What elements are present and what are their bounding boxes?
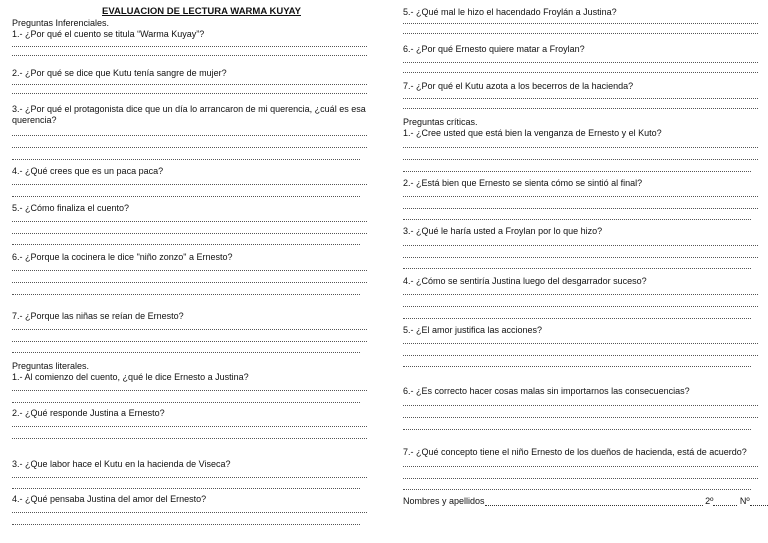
answer-line[interactable] [403,355,758,356]
answer-line[interactable] [403,318,751,319]
literal-q3: 3.- ¿Que labor hace el Kutu en la hacienda de Viseca? [12,459,231,469]
answer-line[interactable] [403,159,758,160]
heading-inferential: Preguntas Inferenciales. [12,18,110,28]
answer-line[interactable] [12,244,360,245]
answer-line[interactable] [12,184,367,185]
inferential-q5-cont: 5.- ¿Qué mal le hizo el hacendado Froylán a Justina? [403,7,617,17]
answer-line[interactable] [403,489,751,490]
answer-line[interactable] [12,147,367,148]
answer-line[interactable] [12,294,360,295]
critical-q7: 7.- ¿Qué concepto tiene el niño Ernesto de los dueños de hacienda, está de acuerdo? [403,447,747,457]
answer-line[interactable] [12,135,367,136]
inferential-q7-cont: 7.- ¿Por qué el Kutu azota a los becerros de la hacienda? [403,81,634,91]
name-label: Nombres y apellidos [403,496,485,506]
heading-critical: Preguntas críticas. [403,117,478,127]
inferential-q4: 4.- ¿Qué crees que es un paca paca? [12,166,164,176]
answer-line[interactable] [403,405,758,406]
answer-line[interactable] [12,84,367,85]
answer-line[interactable] [12,390,367,391]
answer-line[interactable] [12,221,367,222]
inferential-q6: 6.- ¿Porque la cocinera le dice "niño zonzo" a Ernesto? [12,252,233,262]
answer-line[interactable] [12,55,367,56]
answer-line[interactable] [403,108,758,109]
answer-line[interactable] [403,171,751,172]
student-info-row [403,496,768,506]
answer-line[interactable] [12,477,367,478]
critical-q6: 6.- ¿Es correcto hacer cosas malas sin importarnos las consecuencias? [403,386,690,396]
critical-q4: 4.- ¿Cómo se sentiría Justina luego del desgarrador suceso? [403,276,647,286]
grade-label: 2º [705,496,714,506]
grade-field[interactable] [713,497,737,506]
answer-line[interactable] [12,329,367,330]
answer-line[interactable] [12,46,367,47]
answer-line[interactable] [12,524,360,525]
literal-q4: 4.- ¿Qué pensaba Justina del amor del Ernesto? [12,494,207,504]
answer-line[interactable] [403,306,758,307]
answer-line[interactable] [12,402,360,403]
answer-line[interactable] [12,93,367,94]
answer-line[interactable] [403,429,751,430]
answer-line[interactable] [403,208,758,209]
inferential-q1: 1.- ¿Por qué el cuento se titula “Warma Kuyay”? [12,29,205,39]
answer-line[interactable] [403,268,751,269]
answer-line[interactable] [403,466,758,467]
answer-line[interactable] [12,352,360,353]
answer-line[interactable] [12,488,360,489]
answer-line[interactable] [12,282,367,283]
name-field[interactable] [485,497,703,506]
literal-q1: 1.- Al comienzo del cuento, ¿qué le dice Ernesto a Justina? [12,372,249,382]
answer-line[interactable] [12,233,367,234]
answer-line[interactable] [403,343,758,344]
answer-line[interactable] [403,366,751,367]
answer-line[interactable] [403,62,758,63]
answer-line[interactable] [12,438,367,439]
number-label: Nº [739,496,750,506]
inferential-q6-cont: 6.- ¿Por qué Ernesto quiere matar a Froylan? [403,44,585,54]
answer-line[interactable] [403,294,758,295]
critical-q2: 2.- ¿Está bien que Ernesto se sienta cómo se sintió al final? [403,178,643,188]
number-field[interactable] [750,497,768,506]
answer-line[interactable] [403,478,758,479]
answer-line[interactable] [403,147,758,148]
answer-line[interactable] [403,23,758,24]
inferential-q7: 7.- ¿Porque las niñas se reían de Ernesto? [12,311,184,321]
critical-q1: 1.- ¿Cree usted que está bien la venganza de Ernesto y el Kuto? [403,128,662,138]
critical-q5: 5.- ¿El amor justifica las acciones? [403,325,543,335]
answer-line[interactable] [12,426,367,427]
inferential-q2: 2.- ¿Por qué se dice que Kutu tenía sangre de mujer? [12,68,227,78]
answer-line[interactable] [403,257,758,258]
answer-line[interactable] [12,341,367,342]
inferential-q5: 5.- ¿Cómo finaliza el cuento? [12,203,130,213]
answer-line[interactable] [403,196,758,197]
answer-line[interactable] [12,159,360,160]
answer-line[interactable] [403,245,758,246]
answer-line[interactable] [403,219,751,220]
literal-q2: 2.- ¿Qué responde Justina a Ernesto? [12,408,165,418]
answer-line[interactable] [403,98,758,99]
answer-line[interactable] [403,33,758,34]
critical-q3: 3.- ¿Qué le haría usted a Froylan por lo que hizo? [403,226,603,236]
answer-line[interactable] [12,196,360,197]
answer-line[interactable] [403,417,758,418]
page-title: EVALUACION DE LECTURA WARMA KUYAY [102,6,301,17]
inferential-q3: 3.- ¿Por qué el protagonista dice que un día lo arrancaron de mi querencia, ¿cuál es esa querencia? [12,104,366,125]
heading-literal: Preguntas literales. [12,361,90,371]
answer-line[interactable] [12,270,367,271]
answer-line[interactable] [403,72,758,73]
answer-line[interactable] [12,512,367,513]
